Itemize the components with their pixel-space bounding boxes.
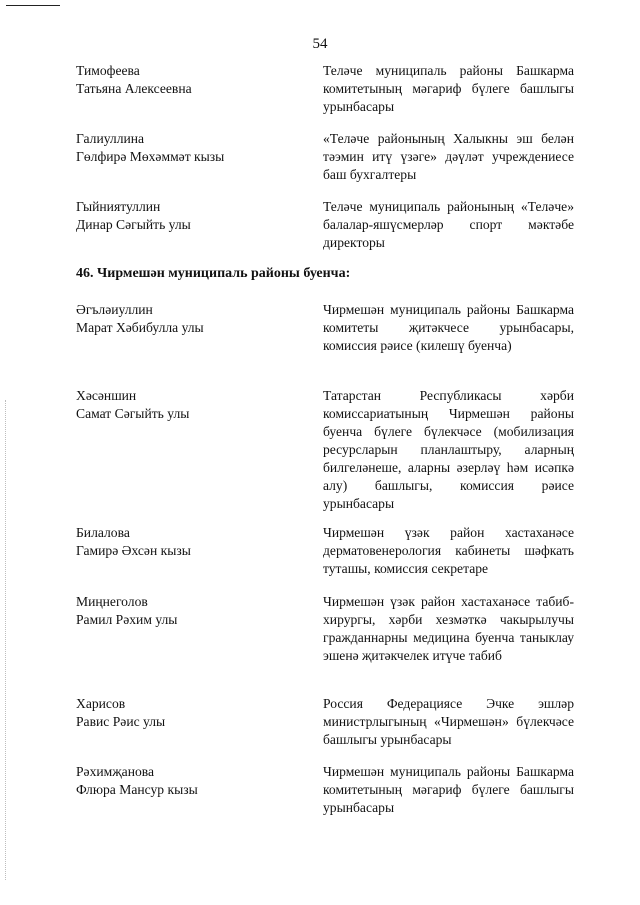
person-given-name: Гөлфирә Мөхәммәт кызы bbox=[76, 149, 225, 164]
person-name bbox=[76, 593, 306, 629]
person-name bbox=[76, 524, 306, 560]
person-surname: Тимофеева bbox=[76, 63, 140, 78]
top-corner-rule bbox=[6, 5, 60, 6]
person-name bbox=[76, 130, 306, 166]
person-name bbox=[76, 763, 306, 799]
person-role: Татарстан Республикасы хәрби комиссариатының Чирмешән районы буенча бүлеге бүлекчәсе (мобилизация ресурсларын планлаштыру, аларның билгеләнеше, аларны әзерләү һәм исәпкә алу) башлыгы, комиссия рәисе урынбасары bbox=[323, 388, 574, 511]
person-surname: Рәхимҗанова bbox=[76, 764, 155, 779]
person-surname: Гыйниятуллин bbox=[76, 199, 161, 214]
person-given-name: Самат Сәгыйть улы bbox=[76, 406, 190, 421]
page-number: 54 bbox=[312, 36, 328, 52]
person-given-name: Гамирә Әхсән кызы bbox=[76, 543, 191, 558]
person-given-name: Татьяна Алексеевна bbox=[76, 81, 192, 96]
person-surname: Харисов bbox=[76, 696, 126, 711]
person-given-name: Равис Рәис улы bbox=[76, 714, 166, 729]
person-given-name: Рамил Рәхим улы bbox=[76, 612, 178, 627]
section-heading: 46. Чирмешән муниципаль районы буенча: bbox=[76, 266, 351, 281]
person-given-name: Флюра Мансур кызы bbox=[76, 782, 198, 797]
person-role: Чирмешән үзәк район хастаханәсе дерматовенерология кабинеты шәфкать туташы, комиссия секретаре bbox=[323, 525, 574, 576]
left-margin-dotted-line bbox=[5, 400, 6, 880]
person-name bbox=[76, 198, 306, 234]
person-role: Россия Федерациясе Эчке эшләр министрлыгының «Чирмешән» бүлекчәсе башлыгы урынбасары bbox=[323, 696, 574, 747]
person-role: Теләче муниципаль районы Башкарма комитетының мәгариф бүлеге башлыгы урынбасары bbox=[323, 63, 574, 114]
person-surname: Галиуллина bbox=[76, 131, 145, 146]
person-name bbox=[76, 695, 306, 731]
person-role: «Теләче районының Халыкны эш белән тәэмин итү үзәге» дәүләт учреждениесе баш бухгалтеры bbox=[323, 131, 574, 182]
person-role: Теләче муниципаль районының «Теләче» балалар-яшүсмерләр спорт мәктәбе директоры bbox=[323, 199, 574, 250]
person-surname: Хәсәншин bbox=[76, 388, 137, 403]
person-surname: Миңнеголов bbox=[76, 594, 148, 609]
person-name bbox=[76, 387, 306, 423]
person-name bbox=[76, 62, 306, 98]
person-name bbox=[76, 301, 306, 337]
person-role: Чирмешән муниципаль районы Башкарма комитеты җитәкчесе урынбасары, комиссия рәисе (килешү буенча) bbox=[323, 302, 574, 353]
person-surname: Билалова bbox=[76, 525, 130, 540]
person-role: Чирмешән муниципаль районы Башкарма комитетының мәгариф бүлеге башлыгы урынбасары bbox=[323, 764, 574, 815]
person-given-name: Марат Хәбибулла улы bbox=[76, 320, 204, 335]
person-surname: Әгъләиуллин bbox=[76, 302, 153, 317]
person-role: Чирмешән үзәк район хастаханәсе табиб-хирургы, хәрби хезмәткә чакырылучы гражданнарны медицина буенча таныклау эшенә җитәкчелек итүче табиб bbox=[323, 594, 574, 663]
person-given-name: Динар Сәгыйть улы bbox=[76, 217, 191, 232]
